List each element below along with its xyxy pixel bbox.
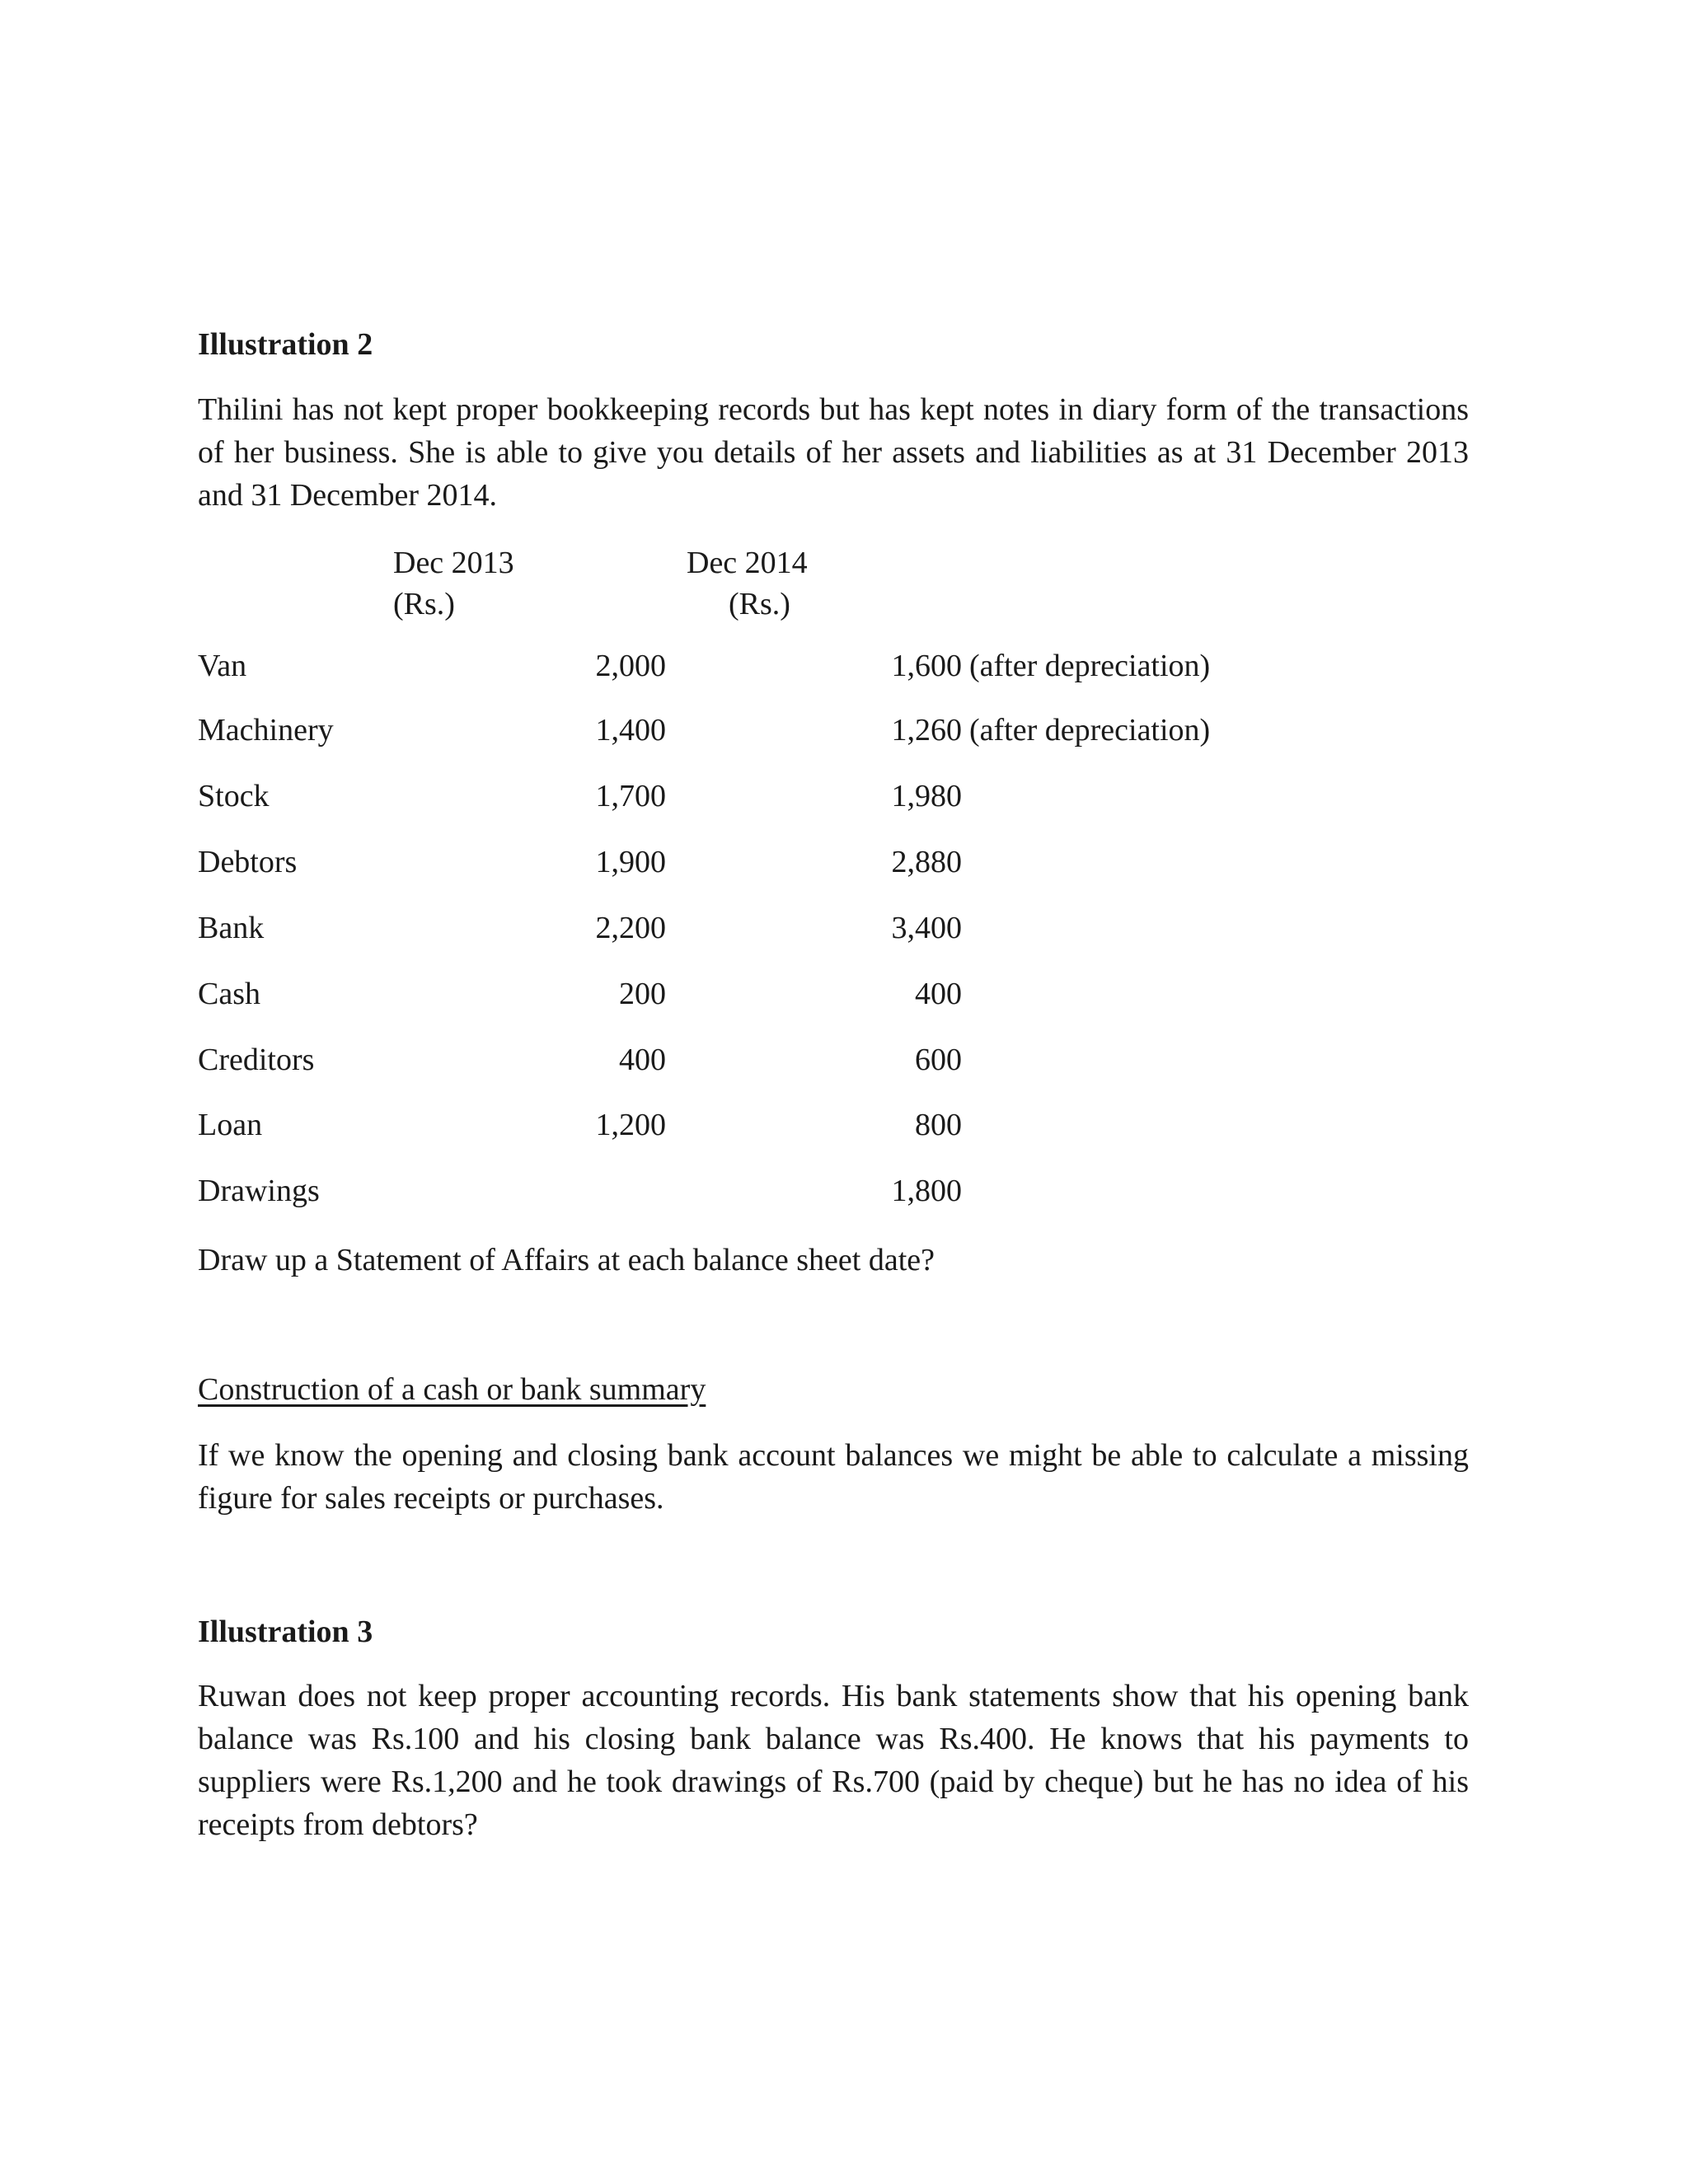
dec2013-value: 1,700 (595, 779, 666, 813)
dec2013-value: 2,200 (595, 911, 666, 945)
table-row (198, 1107, 1352, 1143)
dec2013-value: 400 (619, 1043, 666, 1077)
row-label: Machinery (198, 713, 334, 748)
table-row (198, 648, 1352, 684)
table-row (198, 976, 1352, 1012)
row-label: Loan (198, 1108, 263, 1142)
table-row (198, 1173, 1352, 1209)
dec2014-value: 400 (915, 977, 962, 1011)
row-label: Van (198, 649, 247, 683)
dec2014-value: 2,880 (891, 845, 962, 879)
dec2013-value: 200 (619, 977, 666, 1011)
row-note: (after depreciation) (969, 713, 1211, 748)
illustration-3-paragraph: Ruwan does not keep proper accounting records. His bank statements show that his opening bank balance was Rs.100 and his closing bank balance was Rs.400. He knows that his payments to suppliers were Rs.1,200 and he took drawings of Rs.700 (paid by cheque) but he has no idea of his receipts from debtors? (198, 1679, 1469, 1842)
row-label: Debtors (198, 845, 298, 879)
illustration-3-heading: Illustration 3 (198, 1615, 373, 1649)
row-label: Creditors (198, 1043, 315, 1077)
row-label: Bank (198, 911, 265, 945)
table-row (198, 910, 1352, 946)
construction-subheading: Construction of a cash or bank summary (198, 1372, 706, 1407)
row-label: Cash (198, 977, 260, 1011)
dec2014-value: 600 (915, 1043, 962, 1077)
illustration-2-heading: Illustration 2 (198, 327, 373, 362)
dec2014-value: 1,800 (891, 1174, 962, 1208)
table-row (198, 778, 1352, 814)
dec2013-value: 1,200 (595, 1108, 666, 1142)
dec2014-value: 1,600 (891, 649, 962, 683)
dec2013-value: 2,000 (595, 649, 666, 683)
row-label: Stock (198, 779, 270, 813)
dec2014-value: 800 (915, 1108, 962, 1142)
col-dec2014-header: Dec 2014 (687, 546, 808, 580)
row-label: Drawings (198, 1174, 320, 1208)
col-dec2013-unit: (Rs.) (393, 587, 455, 621)
col-dec2014-unit: (Rs.) (729, 587, 790, 621)
dec2014-value: 1,980 (891, 779, 962, 813)
illustration-2-paragraph: Thilini has not kept proper bookkeeping records but has kept notes in diary form of the transactions of her business. She is able to give you details of her assets and liabilities as at 31 December 2013 and 31 December 2014. (198, 392, 1469, 513)
construction-paragraph: If we know the opening and closing bank account balances we might be able to calculate a missing figure for sales receipts or purchases. (198, 1438, 1469, 1516)
dec2013-value: 1,400 (595, 713, 666, 748)
table-row (198, 844, 1352, 880)
dec2013-value: 1,900 (595, 845, 666, 879)
table-row (198, 1042, 1352, 1078)
table-row (198, 712, 1352, 748)
col-dec2013-header: Dec 2013 (393, 546, 514, 580)
dec2014-value: 3,400 (891, 911, 962, 945)
illustration-2-question: Draw up a Statement of Affairs at each balance sheet date? (198, 1243, 935, 1277)
dec2014-value: 1,260 (891, 713, 962, 748)
row-note: (after depreciation) (969, 649, 1211, 683)
